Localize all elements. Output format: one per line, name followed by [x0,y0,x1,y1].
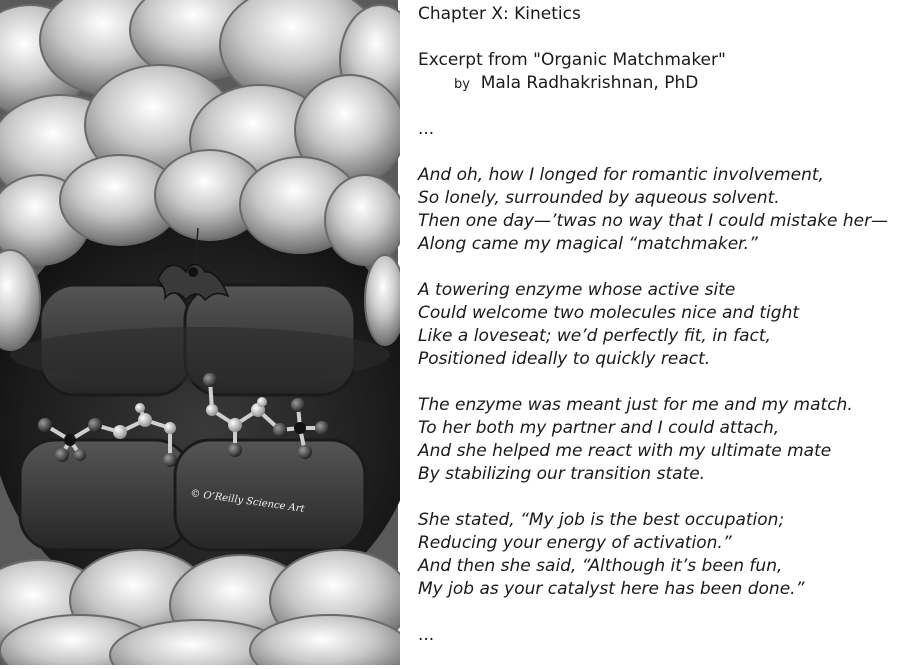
poem-line: My job as your catalyst here has been done.” [418,579,805,599]
excerpt-title: Excerpt from "Organic Matchmaker" [418,50,726,70]
poem-line: The enzyme was meant just for me and my match. [418,395,853,415]
chapter-title: Chapter X: Kinetics [418,4,581,24]
ellipsis-top: ... [418,119,435,139]
byline [454,73,698,95]
byline-by: by [454,77,470,92]
poem-line: Like a loveseat; we’d perfectly fit, in fact, [418,326,771,346]
poem-line: So lonely, surrounded by aqueous solvent. [418,188,780,208]
poem-line: Reducing your energy of activation.” [418,533,732,553]
poem-line: A towering enzyme whose active site [418,280,736,300]
poem-line: And oh, how I longed for romantic involvement, [418,165,824,185]
lower-clouds [0,550,400,665]
poem-line: To her both my partner and I could attach, [418,418,780,438]
poem-line: Could welcome two molecules nice and tight [418,303,800,323]
ellipsis-bottom: ... [418,625,435,645]
poem-line: And then she said, “Although it’s been fun, [418,556,783,576]
poem-line: Along came my magical “matchmaker.” [418,234,758,254]
enzyme-illustration [0,0,400,665]
byline-author: Mala Radhakrishnan, PhD [480,73,699,93]
artist-credit: © O’Reilly Science Art [189,488,306,515]
poem-line: By stabilizing our transition state. [418,464,706,484]
enzyme-illustration-svg [0,0,400,665]
poem-line: Positioned ideally to quickly react. [418,349,711,369]
poem-line: Then one day—’twas no way that I could mistake her— [418,211,889,231]
poem-line: And she helped me react with my ultimate mate [418,441,832,461]
poem-line: She stated, “My job is the best occupation; [418,510,785,530]
